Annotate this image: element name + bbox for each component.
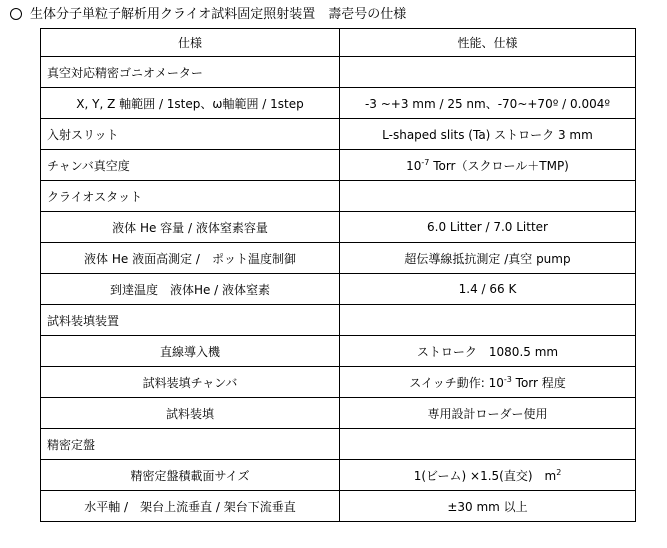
row-value-capacity: 6.0 Litter / 7.0 Litter [340,212,636,243]
row-value-axes: ±30 mm 以上 [340,491,636,522]
value-base: スイッチ動作: 10 [409,375,504,390]
circle-bullet-icon [10,8,22,20]
value-cell-empty [340,57,636,88]
value-exponent: -3 [503,374,512,384]
title-text: 生体分子単粒子解析用クライオ試料固定照射装置 壽壱号の仕様 [30,7,407,22]
table-row [41,305,636,336]
value-base: 1(ビーム) ×1.5(直交) m [413,468,557,483]
header-performance: 性能、仕様 [340,29,636,57]
row-label-axes: 水平軸 / 架台上流垂直 / 架台下流垂直 [41,491,340,522]
spec-table [40,28,636,522]
table-row [41,336,636,367]
row-label-linear-feed: 直線導入機 [41,336,340,367]
table-row [41,460,636,491]
table-header-row [41,29,636,57]
header-spec: 仕様 [41,29,340,57]
table-row [41,491,636,522]
section-slit: 入射スリット [41,119,340,150]
table-row [41,429,636,460]
row-label-loader-chamber: 試料装填チャンバ [41,367,340,398]
row-label-sample-loading: 試料装填 [41,398,340,429]
table-row [41,57,636,88]
row-value-chamber-vacuum [340,150,636,181]
table-row [41,88,636,119]
table-row [41,181,636,212]
row-label-reach-temp: 到達温度 液体He / 液体窒素 [41,274,340,305]
value-cell-empty [340,429,636,460]
row-value-loader-chamber [340,367,636,398]
document-title [10,5,406,25]
row-value-linear-feed: ストローク 1080.5 mm [340,336,636,367]
value-cell-empty [340,305,636,336]
value-suffix: Torr 程度 [511,375,566,390]
row-value-plate-size [340,460,636,491]
row-label-plate-size: 精密定盤積載面サイズ [41,460,340,491]
section-precision-plate: 精密定盤 [41,429,340,460]
table-row [41,212,636,243]
value-exponent: 2 [556,467,562,477]
value-cell-empty [340,181,636,212]
section-chamber-vacuum: チャンバ真空度 [41,150,340,181]
value-suffix: Torr（スクロール＋TMP) [429,158,569,173]
section-goniometer: 真空対応精密ゴニオメーター [41,57,340,88]
row-label-level-measure: 液体 He 液面高測定 / ポット温度制御 [41,243,340,274]
row-value-reach-temp: 1.4 / 66 K [340,274,636,305]
table-row [41,119,636,150]
row-value-xyz-range: -3 ~+3 mm / 25 nm、-70~+70º / 0.004º [340,88,636,119]
section-cryostat: クライオスタット [41,181,340,212]
row-value-slit: L-shaped slits (Ta) ストローク 3 mm [340,119,636,150]
value-exponent: -7 [421,157,430,167]
table-row [41,243,636,274]
section-sample-loader: 試料装填装置 [41,305,340,336]
table-row [41,150,636,181]
table-row [41,274,636,305]
row-label-capacity: 液体 He 容量 / 液体窒素容量 [41,212,340,243]
value-base: 10 [406,158,422,173]
table-row [41,367,636,398]
row-label-xyz-range: X, Y, Z 軸範囲 / 1step、ω軸範囲 / 1step [41,88,340,119]
row-value-sample-loading: 専用設計ローダー使用 [340,398,636,429]
table-row [41,398,636,429]
row-value-level-measure: 超伝導線抵抗測定 /真空 pump [340,243,636,274]
